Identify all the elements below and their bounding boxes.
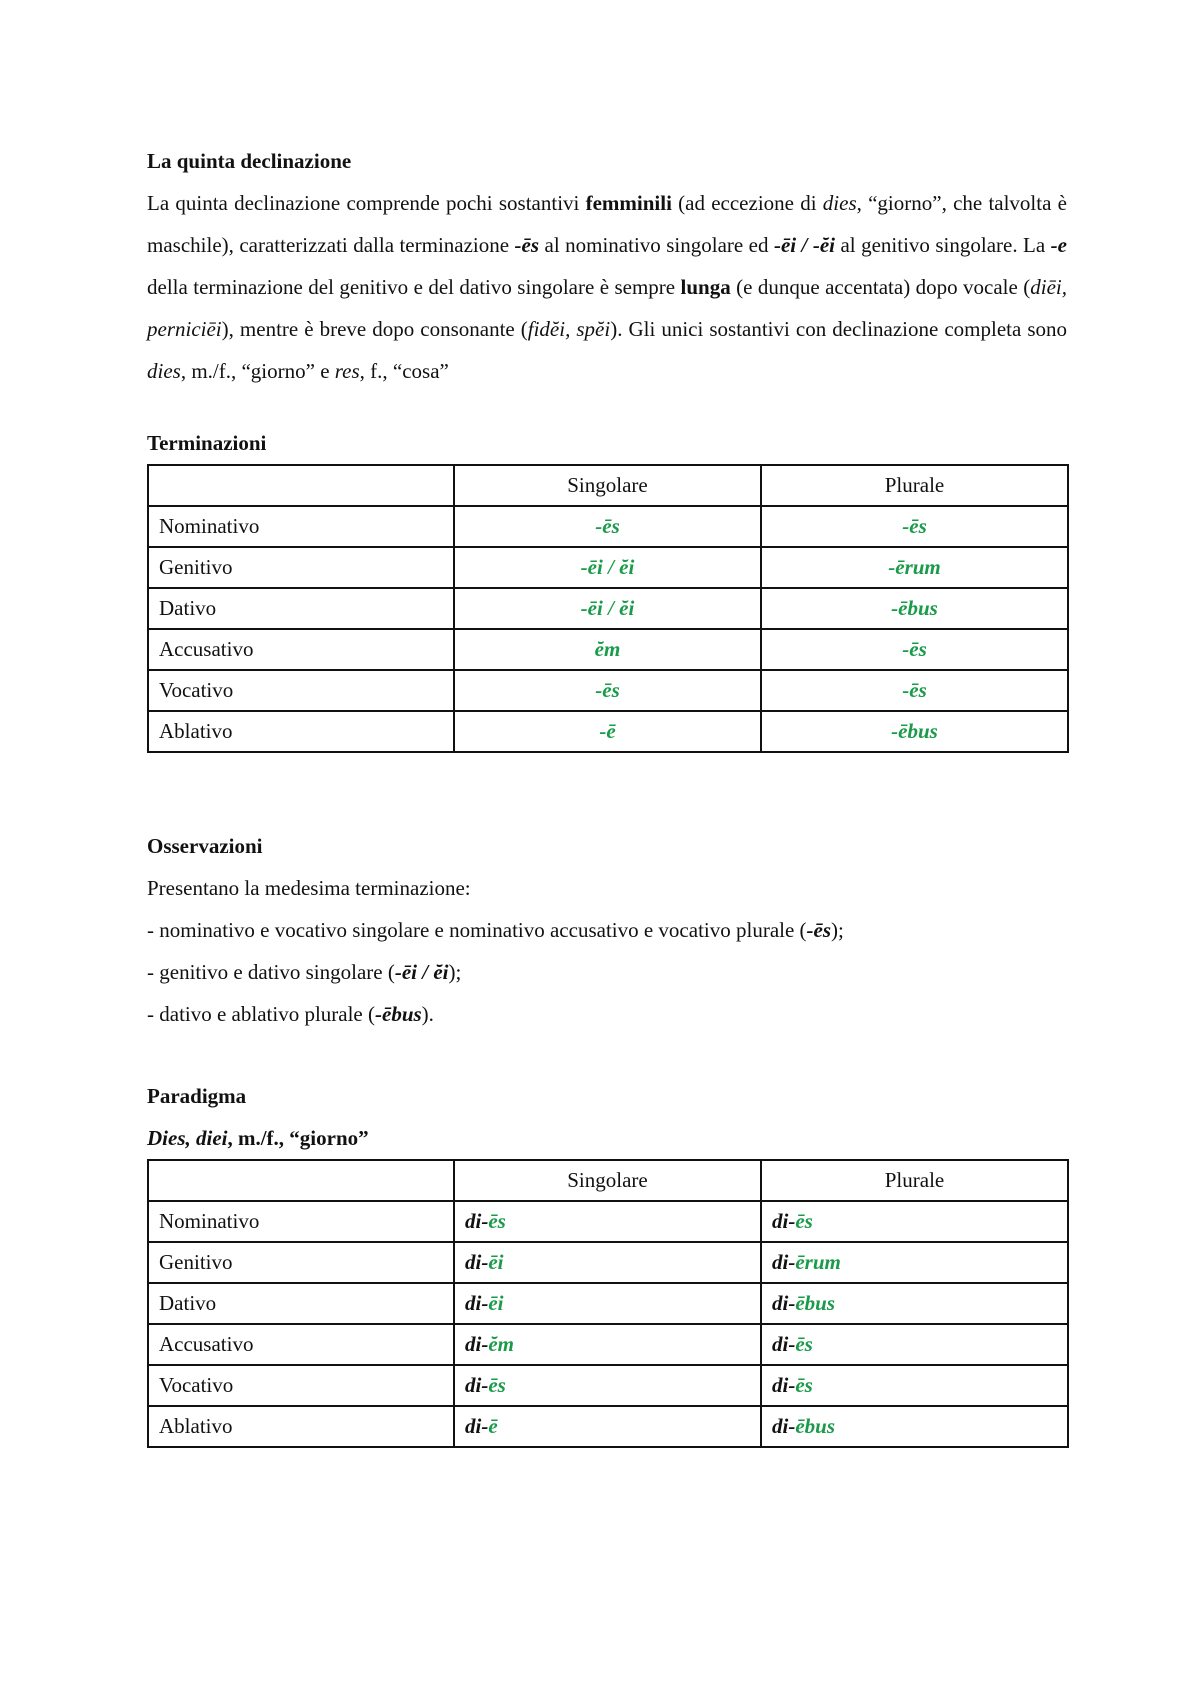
form-singolare [454,1324,761,1365]
text: - dativo e ablativo plurale ( [147,1002,375,1026]
ending-plurale: -ēbus [761,588,1068,629]
ending-term: -ēs [806,918,832,942]
ending: ēs [488,1373,506,1397]
stem: di- [465,1209,489,1233]
header-singolare: Singolare [454,1160,761,1201]
table-row [148,1406,1068,1447]
ending-plurale: -ēs [761,670,1068,711]
ending-singolare: -ē [454,711,761,752]
text: - nominativo e vocativo singolare e nominativo accusativo e vocativo plurale ( [147,918,807,942]
italic-term: diēi, perniciēi [147,275,1067,341]
terminazioni-table [147,464,1069,753]
header-singolare: Singolare [454,465,761,506]
intro-paragraph [147,182,1067,392]
bold-term: lunga [680,275,731,299]
ending-term: -ēbus [375,1002,422,1026]
ending-singolare: -ēi / ĕi [454,547,761,588]
section-heading-paradigma: Paradigma [147,1084,247,1108]
italic-term: fidĕi, spĕi [527,317,611,341]
ending-singolare: -ēs [454,506,761,547]
table-row [148,670,1068,711]
table-row [148,506,1068,547]
ending-plurale: -ēs [761,629,1068,670]
header-empty-cell [148,1160,454,1201]
table-row [148,1365,1068,1406]
form-singolare [454,1242,761,1283]
text: , f., “cosa” [359,359,449,383]
stem: di- [772,1414,796,1438]
osservazioni-item [147,951,1067,993]
case-label: Accusativo [148,629,454,670]
table-row [148,1283,1068,1324]
table-row [148,588,1068,629]
header-empty-cell [148,465,454,506]
ending-term: -ēi / ĕi [394,960,449,984]
case-label: Nominativo [148,1201,454,1242]
text: (ad eccezione di [671,191,823,215]
text: al nominativo singolare ed [539,233,774,257]
stem: di- [772,1291,796,1315]
header-plurale: Plurale [761,465,1068,506]
ending: ēs [795,1373,813,1397]
section-heading-osservazioni: Osservazioni [147,834,263,858]
ending: ēs [795,1332,813,1356]
stem: di- [772,1209,796,1233]
text: ). Gli unici sostantivi con declinazione completa sono [610,317,1068,341]
italic-term: res [334,359,360,383]
table-header-row [148,465,1068,506]
form-singolare [454,1406,761,1447]
ending-plurale: -ērum [761,547,1068,588]
case-label: Dativo [148,588,454,629]
table-row [148,1324,1068,1365]
stem: di- [772,1373,796,1397]
stem: di- [465,1414,489,1438]
stem: di- [465,1373,489,1397]
form-plurale [761,1242,1068,1283]
form-plurale [761,1365,1068,1406]
section-heading-terminazioni: Terminazioni [147,431,267,455]
ending-singolare: -ēi / ĕi [454,588,761,629]
table-row [148,711,1068,752]
ending-singolare: ĕm [454,629,761,670]
table-row [148,1201,1068,1242]
ending-plurale: -ēs [761,506,1068,547]
osservazioni-intro: Presentano la medesima terminazione: [147,876,471,900]
ending: ĕm [488,1332,514,1356]
case-label: Nominativo [148,506,454,547]
paradigma-table [147,1159,1069,1448]
case-label: Accusativo [148,1324,454,1365]
text: La quinta declinazione comprende pochi sostantivi [147,191,586,215]
ending: ēs [488,1209,506,1233]
case-label: Vocativo [148,670,454,711]
ending: ēs [795,1209,813,1233]
text: , m./f., “giorno” e [180,359,335,383]
osservazioni-item [147,993,1067,1035]
text: ); [448,960,462,984]
osservazioni-item [147,909,1067,951]
italic-term: dies [822,191,857,215]
text: ), mentre è breve dopo consonante ( [221,317,528,341]
table-row [148,1242,1068,1283]
case-label: Genitivo [148,1242,454,1283]
section-heading-quinta: La quinta declinazione [147,149,352,173]
ending: ē [488,1414,498,1438]
ending: ēbus [795,1291,836,1315]
ending: ērum [795,1250,841,1274]
ending-term: -ēs [514,233,540,257]
header-plurale: Plurale [761,1160,1068,1201]
table-row [148,547,1068,588]
case-label: Ablativo [148,711,454,752]
form-plurale [761,1283,1068,1324]
case-label: Vocativo [148,1365,454,1406]
ending-singolare: -ēs [454,670,761,711]
table-header-row [148,1160,1068,1201]
form-plurale [761,1201,1068,1242]
ending-term: -e [1050,233,1067,257]
text: , “giorno”, che talvolta è maschile), caratterizzati dalla terminazione [147,191,1067,257]
stem: di- [465,1332,489,1356]
stem: di- [772,1250,796,1274]
stem: di- [465,1250,489,1274]
case-label: Dativo [148,1283,454,1324]
form-singolare [454,1201,761,1242]
document-page [147,140,1067,1448]
text: ). [421,1002,434,1026]
text: al genitivo singolare. La [835,233,1051,257]
lemma: Dies, diei [147,1126,228,1150]
italic-term: dies [147,359,181,383]
ending: ēi [488,1250,504,1274]
ending: ēbus [795,1414,836,1438]
paradigma-subtitle [147,1117,1067,1159]
case-label: Genitivo [148,547,454,588]
text: della terminazione del genitivo e del dativo singolare è sempre [147,275,681,299]
text: - genitivo e dativo singolare ( [147,960,395,984]
stem: di- [465,1291,489,1315]
form-singolare [454,1283,761,1324]
bold-term: femminili [585,191,672,215]
form-plurale [761,1406,1068,1447]
case-label: Ablativo [148,1406,454,1447]
ending-plurale: -ēbus [761,711,1068,752]
form-singolare [454,1365,761,1406]
text: (e dunque accentata) dopo vocale ( [730,275,1031,299]
ending-term: -ēi / -ĕi [773,233,836,257]
form-plurale [761,1324,1068,1365]
lemma-gloss: , m./f., “giorno” [227,1126,369,1150]
table-row [148,629,1068,670]
stem: di- [772,1332,796,1356]
ending: ēi [488,1291,504,1315]
text: ); [831,918,844,942]
